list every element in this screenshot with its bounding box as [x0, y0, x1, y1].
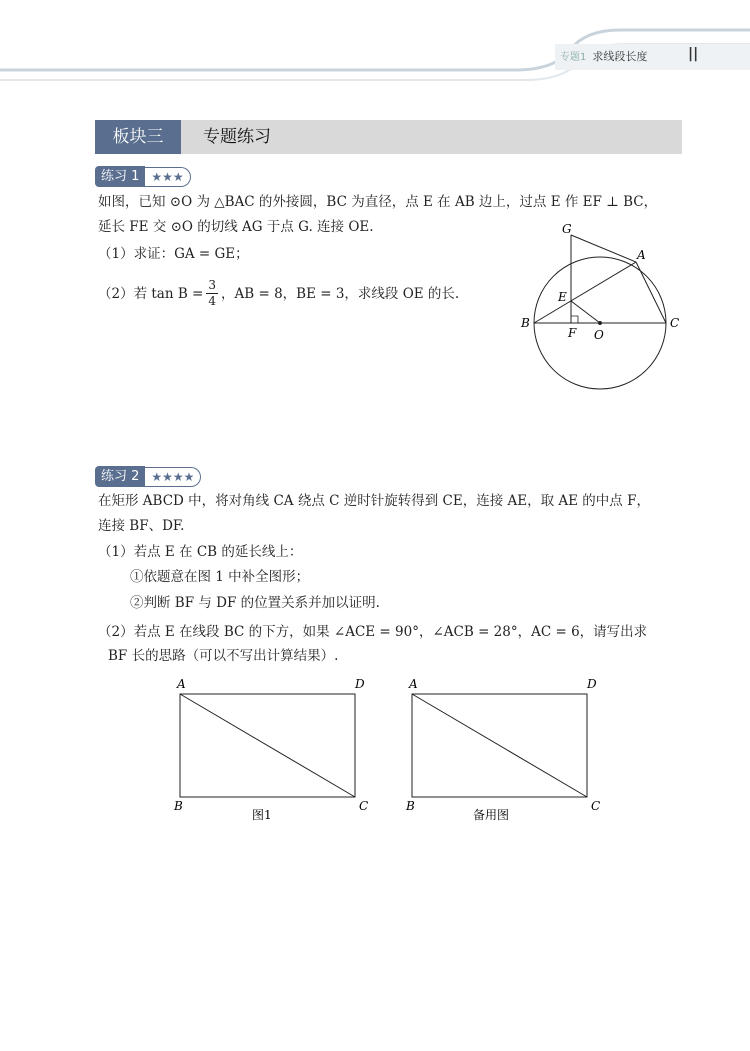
label-e: E	[558, 290, 567, 304]
section-bar	[95, 120, 682, 154]
ex1-q2-post: ，AB = 8，BE = 3，求线段 OE 的长.	[221, 285, 460, 302]
section-label: 板块三	[95, 120, 181, 154]
fig2-label-a: A	[409, 677, 418, 691]
fig1-label-c: C	[359, 799, 369, 813]
ex2-q1: （1）若点 E 在 CB 的延长线上：	[98, 544, 303, 560]
circle-figure	[515, 215, 695, 395]
ex1-line1: 如图，已知 ⊙O 为 △BAC 的外接圆，BC 为直径，点 E 在 AB 边上，过点 E 作 EF ⊥ BC，	[98, 194, 658, 210]
ex2-q1a: ①依题意在图 1 中补全图形；	[130, 569, 310, 585]
exercise1-stars: ★★★	[145, 167, 190, 187]
label-c: C	[670, 316, 680, 330]
header-tab	[560, 48, 647, 64]
segment-ab	[534, 262, 636, 323]
fig1-label-b: B	[174, 799, 183, 813]
fig1-label-a: A	[177, 677, 186, 691]
exercise1-badge	[95, 166, 191, 187]
fraction	[206, 278, 218, 309]
ex1-q1: （1）求证：GA = GE；	[98, 246, 249, 262]
ex1-q2	[98, 278, 459, 309]
ex1-q2-pre: （2）若 tan B =	[98, 285, 204, 302]
fraction-numerator: 3	[208, 278, 217, 292]
point-o	[598, 321, 602, 325]
label-a: A	[637, 248, 646, 262]
header-decoration	[0, 0, 750, 92]
label-g: G	[562, 222, 572, 236]
exercise2-label: 练习 2	[95, 466, 145, 487]
label-b: B	[521, 316, 530, 330]
fig1-caption: 图1	[252, 808, 272, 822]
ex2-line2: 连接 BF、DF.	[98, 518, 185, 534]
right-angle-mark	[571, 316, 578, 323]
fig1-label-d: D	[355, 677, 365, 691]
ex2-line1: 在矩形 ABCD 中，将对角线 CA 绕点 C 逆时针旋转得到 CE，连接 AE，取 AE 的中点 F，	[98, 493, 650, 509]
diagonal-ac-1	[180, 694, 355, 797]
ex1-line2: 延长 FE 交 ⊙O 的切线 AG 于点 G. 连接 OE.	[98, 219, 374, 235]
fig2-label-b: B	[406, 799, 415, 813]
ex2-q2b: BF 长的思路（可以不写出计算结果）.	[108, 648, 339, 664]
fig2-caption: 备用图	[473, 808, 510, 822]
header-marks: ||	[688, 46, 699, 62]
fig2-label-d: D	[587, 677, 597, 691]
tangent-ag	[571, 235, 636, 262]
figure-1	[173, 677, 368, 822]
exercise2-stars: ★★★★	[145, 467, 201, 487]
exercise1-label: 练习 1	[95, 166, 145, 187]
exercise2-badge	[95, 466, 201, 487]
figure-2	[405, 677, 600, 822]
label-f: F	[568, 326, 577, 340]
label-o: O	[594, 328, 604, 342]
fraction-denominator: 4	[208, 294, 217, 308]
fig2-label-c: C	[591, 799, 601, 813]
rectangle-figures	[170, 672, 610, 832]
ex2-q2a: （2）若点 E 在线段 BC 的下方，如果 ∠ACE = 90°，∠ACB = 28°，AC = 6，请写出求	[98, 624, 648, 640]
header-chapter: 专题1	[560, 52, 587, 63]
header-title: 求线段长度	[592, 50, 648, 63]
section-title: 专题练习	[203, 127, 271, 147]
segment-oe	[571, 301, 600, 323]
diagonal-ac-2	[412, 694, 587, 797]
segment-ac	[636, 262, 666, 323]
ex2-q1b: ②判断 BF 与 DF 的位置关系并加以证明.	[130, 595, 380, 611]
